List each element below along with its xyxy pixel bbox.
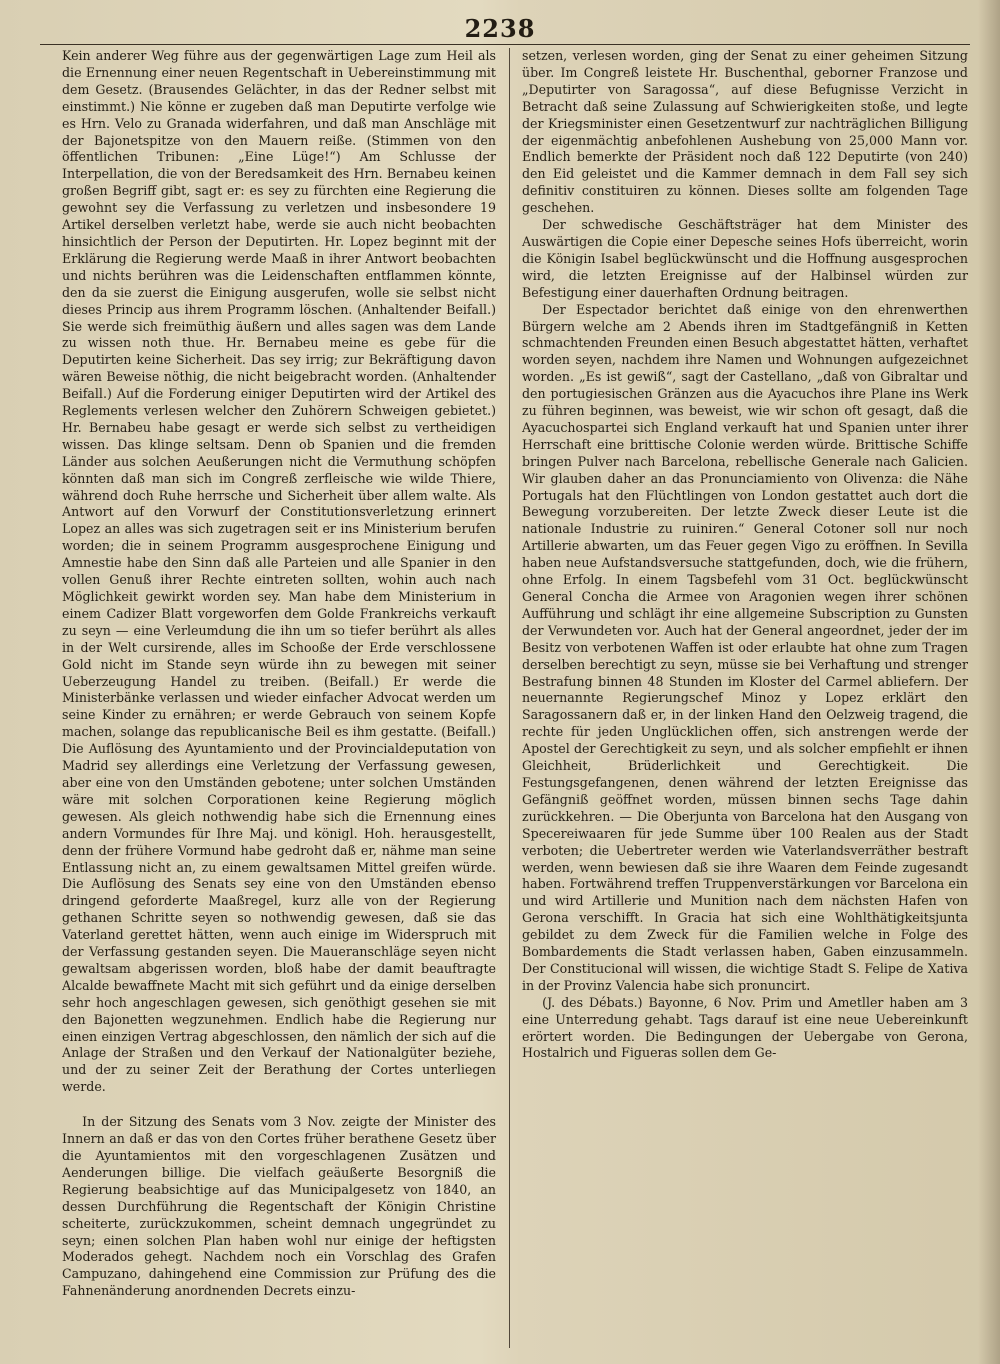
right-paragraph-1: setzen, verlesen worden, ging der Senat zu einer geheimen Sitzung über. Im Congreß leistete Hr. Buschenthal, geborner Franzose und „Deputirter von Saragossa“, auf diese Befugnisse Verzicht in Betracht daß seine Zulassung auf Schwierigkeiten stoße, und legte der Kriegsminister einen Gesetzentwurf zur nachträglichen Billigung der eigenmächtig anbefohlenen Aushebung von 25,000 Mann vor. Endlich bemerkte der Präsident noch daß 122 Deputirte (von 240) den Eid geleistet und die Kammer demnach in dem Fall sey sich definitiv constituiren zu können. Dieses sollte am folgenden Tage geschehen. xyxy=(522,48,968,216)
column-divider xyxy=(509,48,510,1348)
left-paragraph-1: Kein anderer Weg führe aus der gegenwärtigen Lage zum Heil als die Ernennung einer neuen Regentschaft in Uebereinstimmung mit dem Gesetz. (Brausendes Gelächter, in das der Redner selbst mit einstimmt.) Nie könne er zugeben daß man Deputirte verfolge wie es Hrn. Velo zu Granada widerfahren, und daß man Anschläge mit der Bajonetspitze von den Mauern reiße. (Stimmen von den öffentlichen Tribunen: „Eine Lüge!“) Am Schlusse der Interpellation, die von der Beredsamkeit des Hrn. Bernabeu keinen großen Begriff gibt, sagt er: es sey zu fürchten eine Regierung die gewohnt sey die Verfassung zu verletzen und insbesondere 19 Artikel derselben verletzt habe, werde sie auch nicht beobachten hinsichtlich der Person der Deputirten. Hr. Lopez beginnt mit der Erklärung die Regierung werde Maaß in ihrer Antwort beobachten und nichts berühren was die Leidenschaften entflammen könnte, den da sie zuerst die Einigung ausgerufen, wolle sie selbst nicht dieses Princip aus ihrem Programm löschen. (Anhaltender Beifall.) Sie werde sich freimüthig äußern und alles sagen was dem Lande zu wissen noth thue. Hr. Bernabeu meine es gebe für die Deputirten keine Sicherheit. Das sey irrig; zur Bekräftigung davon wären Beweise nöthig, die nicht beigebracht worden. (Anhaltender Beifall.) Auf die Forderung einiger Deputirten wird der Artikel des Reglements verlesen welcher den Zuhörern Schweigen gebietet.) Hr. Bernabeu habe gesagt er werde sich selbst zu vertheidigen wissen. Das klinge seltsam. Denn ob Spanien und die fremden Länder aus solchen Aeußerungen nicht die Vermuthung schöpfen könnten daß man sich im Congreß zerfleische wie wilde Thiere, während doch Ruhe herrsche und Sicherheit über allem walte. Als Antwort auf den Vorwurf der Constitutionsverletzung erinnert Lopez an alles was sich zugetragen seit er ins Ministerium berufen worden; die in seinem Programm ausgesprochene Einigung und Amnestie habe den Sinn daß alle Parteien und alle Spanier in den vollen Genuß ihrer Rechte eintreten sollten, wohin auch nach Möglichkeit gewirkt worden sey. Man habe dem Ministerium in einem Cadizer Blatt vorgeworfen dem Golde Frankreichs verkauft zu seyn — eine Verleumdung die ihn um so tiefer berührt als alles in der Welt cursirende, alles im Schooße der Erde verschlossene Gold nicht im Stande seyn würde ihn zu bewegen mit seiner Ueberzeugung Handel zu treiben. (Beifall.) Er werde die Ministerbänke verlassen und wieder einfacher Advocat werden um seine Kinder zu ernähren; er werde Gebrauch von seinem Kopfe machen, solange das republicanische Beil es ihm gestatte. (Beifall.) Die Auflösung des Ayuntamiento und der Provincialdeputation von Madrid sey allerdings eine Verletzung der Verfassung gewesen, aber eine von den Umständen gebotene; unter solchen Umständen wäre mit solchen Corporationen keine Regierung möglich gewesen. Als gleich nothwendig habe sich die Ernennung eines andern Vormundes für Ihre Maj. und königl. Hoh. herausgestellt, denn der frühere Vormund habe gedroht daß er, nähme man seine Entlassung nicht an, zu einem gewaltsamen Mittel greifen würde. Die Auflösung des Senats sey eine von den Umständen ebenso dringend geforderte Maaßregel, kurz alle von der Regierung gethanen Schritte seyen so nothwendig gewesen, daß sie das Vaterland gerettet hätten, wenn auch einige im Widerspruch mit der Verfassung gestanden seyen. Die Maueranschläge seyen nicht gewaltsam abgerissen worden, bloß habe der damit beauftragte Alcalde bewaffnete Macht mit sich geführt und da einige derselben sehr hoch angeschlagen gewesen, sich genöthigt gesehen sie mit den Bajonetten wegzunehmen. Endlich habe die Regierung nur einen einzigen Vertrag abgeschlossen, den nämlich der sich auf die Anlage der Straßen und den Verkauf der Nationalgüter beziehe, und der zu seiner Zeit der Berathung der Cortes unterliegen werde. xyxy=(62,48,496,1095)
right-paragraph-2: Der schwedische Geschäftsträger hat dem Minister des Auswärtigen die Copie einer Depesche seines Hofs überreicht, worin die Königin Isabel beglückwünscht und die Hoffnung ausgesprochen wird, die letzten Ereignisse auf der Halbinsel würden zur Befestigung einer dauerhaften Ordnung beitragen. xyxy=(522,217,968,300)
header-rule xyxy=(40,44,970,45)
right-column xyxy=(522,48,968,1348)
page-number: 2238 xyxy=(464,14,536,43)
left-paragraph-2: In der Sitzung des Senats vom 3 Nov. zeigte der Minister des Innern an daß er das von den Cortes früher berathene Gesetz über die Ayuntamientos mit den vorgeschlagenen Zusätzen und Aenderungen billige. Die vielfach geäußerte Besorgniß die Regierung beabsichtige auf das Municipalgesetz von 1840, an dessen Durchführung die Regentschaft der Königin Christine scheiterte, zurückzukommen, scheint demnach ungegründet zu seyn; einen solchen Plan haben wohl nur einige der heftigsten Moderados gehegt. Nachdem noch ein Vorschlag des Grafen Campuzano, dahingehend eine Commission zur Prüfung des die Fahnenänderung anordnenden Decrets einzu- xyxy=(62,1114,496,1299)
right-paragraph-3: Der Espectador berichtet daß einige von den ehrenwerthen Bürgern welche am 2 Abends ihren im Stadtgefängniß in Ketten schmachtenden Freunden einen Besuch abgestattet hätten, verhaftet worden seyen, nachdem ihre Namen und Wohnungen aufgezeichnet worden. „Es ist gewiß“, sagt der Castellano, „daß von Gibraltar und den portugiesischen Gränzen aus die Ayacuchos ihre Plane ins Werk zu führen beginnen, was beweist, wie wir schon oft gesagt, daß die Ayacuchospartei sich England verkauft hat und Spanien unter ihrer Herrschaft eine brittische Colonie werden würde. Brittische Schiffe bringen Pulver nach Barcelona, rebellische Generale nach Galicien. Wir glauben daher an das Pronunciamiento von Olivenza: die Nähe Portugals hat den Flüchtlingen von London gestattet auch dort die Bewegung vorzubereiten. Der letzte Zweck dieser Leute ist die nationale Industrie zu ruiniren.“ General Cotoner soll nur noch Artillerie abwarten, um das Feuer gegen Vigo zu eröffnen. In Sevilla haben neue Aufstandsversuche stattgefunden, doch, wie die frühern, ohne Erfolg. In einem Tagsbefehl vom 31 Oct. beglückwünscht General Concha die Armee von Aragonien wegen ihrer schönen Aufführung und schlägt ihr eine allgemeine Subscription zu Gunsten der Verwundeten vor. Auch hat der General angeordnet, jeder der im Besitz von verbotenen Waffen ist oder erlaubte hat ohne zum Tragen derselben berechtigt zu seyn, müsse sie bei Verhaftung und strenger Bestrafung binnen 48 Stunden im Kloster del Carmel abliefern. Der neuernannte Regierungschef Minoz y Lopez erklärt den Saragossanern daß er, in der linken Hand den Oelzweig tragend, die rechte für jeden Unglücklichen offen, sich anstrengen werde der Apostel der Gerechtigkeit zu seyn, und als solcher empfiehlt er ihnen Gleichheit, Brüderlichkeit und Gerechtigkeit. Die Festungsgefangenen, denen während der letzten Ereignisse das Gefängniß geöffnet worden, müssen binnen sechs Tage dahin zurückkehren. — Die Oberjunta von Barcelona hat den Ausgang von Specereiwaaren für jede Summe über 100 Realen aus der Stadt verboten; die Uebertreter werden wie Vaterlandsverräther bestraft werden, wenn bewiesen daß sie ihre Waaren dem Feinde zugesandt haben. Fortwährend treffen Truppenverstärkungen vor Barcelona ein und wird Artillerie und Munition nach dem nächsten Hafen von Gerona verschifft. In Gracia hat sich eine Wohlthätigkeitsjunta gebildet zu dem Zweck für die Familien welche in Folge des Bombardements die Stadt verlassen haben, Gaben einzusammeln. Der Constitucional will wissen, die wichtige Stadt S. Felipe de Xativa in der Provinz Valencia habe sich pronuncirt. xyxy=(522,301,968,993)
page-edge-shadow xyxy=(978,0,1000,1364)
right-paragraph-4: (J. des Débats.) Bayonne, 6 Nov. Prim und Ametller haben am 3 eine Unterredung gehabt. Tags darauf ist eine neue Uebereinkunft erörtert worden. Die Bedingungen der Uebergabe von Gerona, Hostalrich und Figueras sollen dem Ge- xyxy=(522,994,968,1061)
left-column xyxy=(62,48,496,1348)
